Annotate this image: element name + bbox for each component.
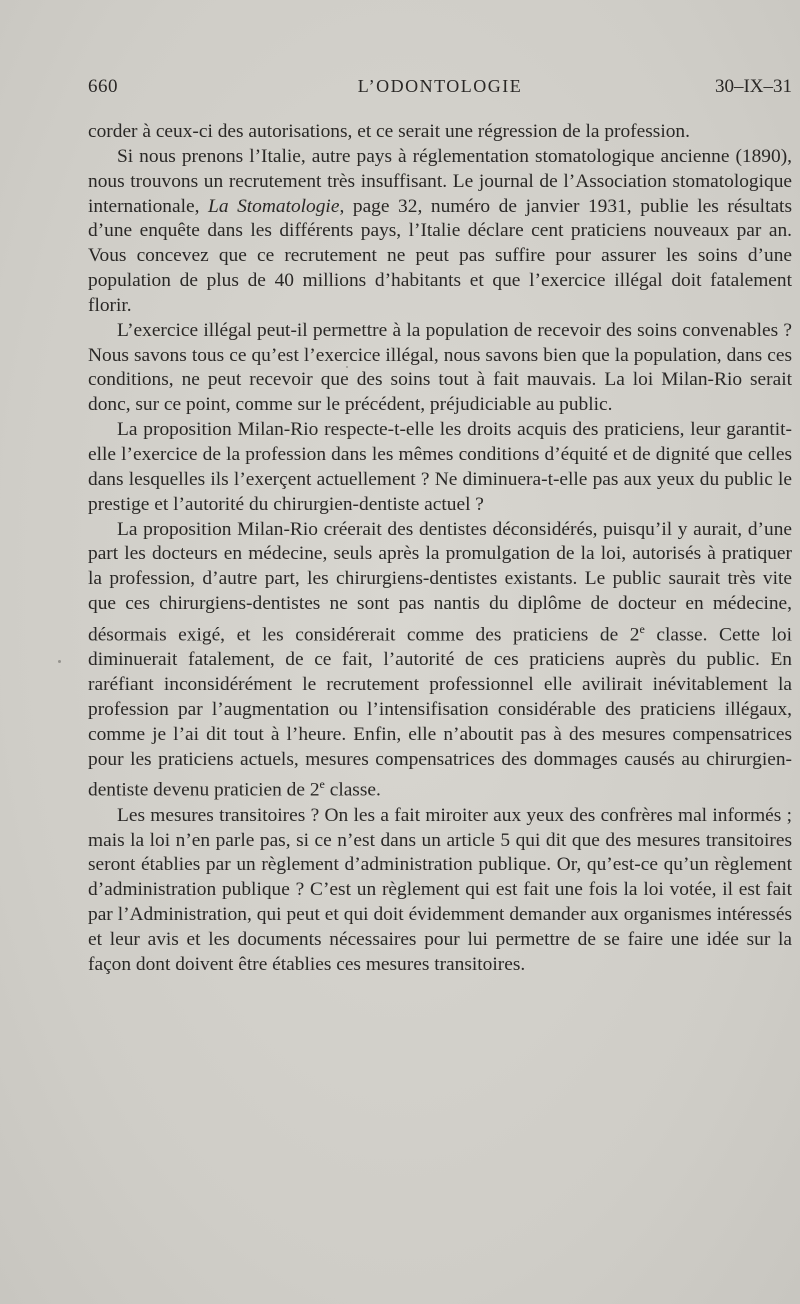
running-title: L’ODONTOLOGIE bbox=[357, 76, 523, 96]
ordinal-superscript: e bbox=[319, 777, 325, 792]
paragraph: Les mesures transitoires ? On les a fait miroiter aux yeux des confrères mal informés ; mais la loi n’en parle pas, si ce n’est dans un article 5 qui dit que des mesures transitoires seront établies par un règlement d’administration publique. Or, qu’est-ce qu’un règlement d’administration publique ? C’est un règlement qui est fait une fois la loi votée, il est fait par l’Administration, qui peut et qui doit évidemment demander aux organismes intéressés et leur avis et les documents nécessaires pour lui permettre de se faire une idée sur la façon dont doivent être établies ces mesures transitoires. bbox=[88, 804, 792, 975]
running-header bbox=[88, 76, 792, 106]
paper-speck bbox=[346, 366, 348, 368]
paragraph: La proposition Milan-Rio créerait des dentistes déconsidérés, puisqu’il y aurait, d’une part les docteurs en médecine, seuls après la promulgation de la loi, autorisés à pratiquer la profession, d’autre part, les chirurgiens-dentistes existants. Le public saurait très vite que ces chirurgiens-dentistes ne sont pas nantis du diplôme de docteur en médecine, désormais exigé, et les considérerait comme des praticiens de 2e classe. Cette loi diminuerait fatalement, de ce fait, l’autorité de ces praticiens auprès du public. En raréfiant inconsidérément le recrutement professionnel elle avilirait inévitablement la profession par l’augmentation ou l’intensifisation considérable des praticiens illégaux, comme je l’ai dit tout à l’heure. Enfin, elle n’aboutit pas à des mesures compensatrices pour les praticiens actuels, mesures compensatrices des dommages causés au chirurgien-dentiste devenu praticien de 2e classe. bbox=[88, 518, 792, 801]
issue-date: 30–IX–31 bbox=[714, 76, 792, 97]
ordinal-superscript: e bbox=[639, 621, 645, 636]
paper-speck bbox=[58, 660, 61, 663]
article-body bbox=[88, 120, 792, 978]
paragraph: Si nous prenons l’Italie, autre pays à réglementation stomatologique ancienne (1890), nous trouvons un recrutement très insuffisant. Le journal de l’Association stomatologique internationale, La Stomatologie, page 32, numéro de janvier 1931, publie les résultats d’une enquête dans les différents pays, l’Italie déclare cent praticiens nouveaux par an. Vous concevez que ce recrutement ne peut pas suffire pour assurer les soins d’une population de plus de 40 millions d’habitants et que l’exercice illégal doit fatalement florir. bbox=[88, 145, 792, 316]
paragraph: La proposition Milan-Rio respecte-t-elle les droits acquis des praticiens, leur garantit-elle l’exercice de la profession dans les mêmes conditions d’équité et de dignité que celles dans lesquelles ils l’exerçent actuellement ? Ne diminuera-t-elle pas aux yeux du public le prestige et l’autorité du chirurgien-dentiste actuel ? bbox=[88, 419, 792, 515]
paragraph: L’exercice illégal peut-il permettre à la population de recevoir des soins convenables ? Nous savons tous ce qu’est l’exercice illégal, nous savons bien que la population, dans ces conditions, ne peut recevoir que des soins tout à fait mauvais. La loi Milan-Rio serait donc, sur ce point, comme sur le précédent, préjudiciable au public. bbox=[88, 319, 792, 416]
journal-title: La Stomatologie bbox=[208, 195, 340, 217]
page-number: 660 bbox=[88, 76, 118, 97]
paragraph: corder à ceux-ci des autorisations, et ce serait une régression de la profession. bbox=[88, 121, 690, 142]
